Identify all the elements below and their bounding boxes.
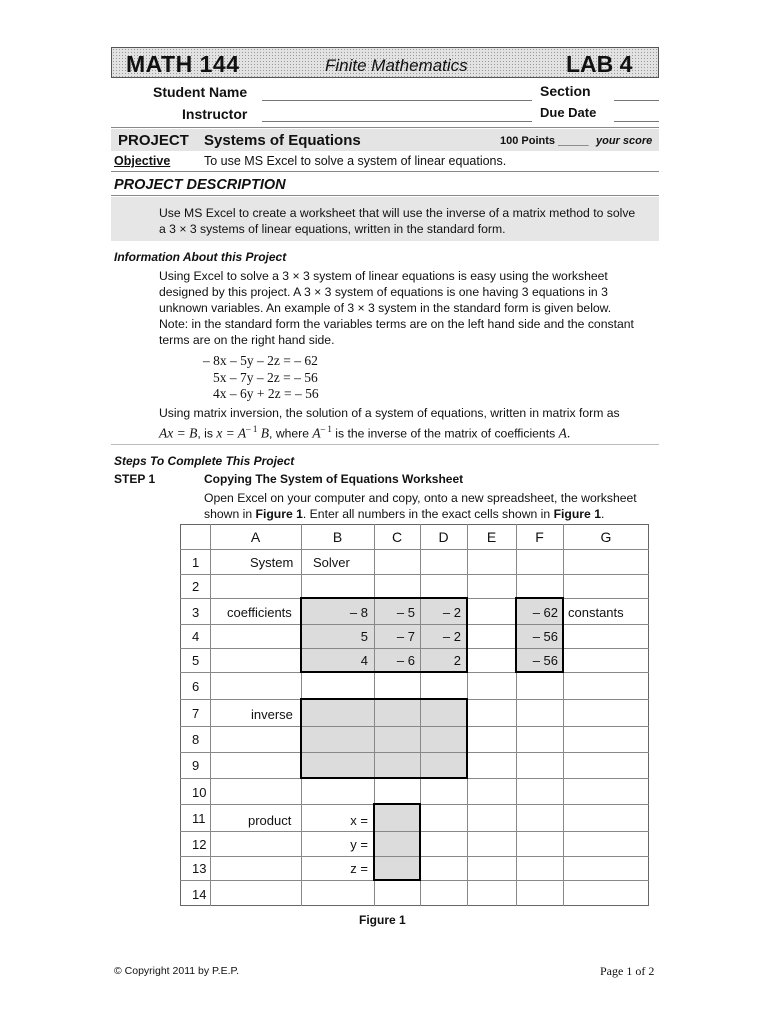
formula-part: , where xyxy=(269,426,310,441)
col-header-g: G xyxy=(600,529,612,545)
points-label: 100 Points _____ xyxy=(500,135,589,147)
row-number: 11 xyxy=(192,811,206,826)
copyright: © Copyright 2011 by P.E.P. xyxy=(114,965,240,977)
row-number: 8 xyxy=(192,732,200,747)
cell-b1: Solver xyxy=(313,555,350,570)
row-number: 13 xyxy=(192,861,207,876)
formula-part: B xyxy=(260,425,270,441)
matrix-formula xyxy=(159,424,570,442)
formula-part: is the inverse of the matrix of coefficients xyxy=(335,426,556,441)
divider xyxy=(111,171,659,172)
info-line: designed by this project. A 3 × 3 system of equations is one having 3 equations in 3 xyxy=(159,285,608,299)
objective-label: Objective xyxy=(114,154,171,168)
cell-a3: coefficients xyxy=(227,605,292,620)
info-line: unknown variables. An example of 3 × 3 system in the standard form is given below. xyxy=(159,301,612,315)
step-line: Open Excel on your computer and copy, onto a new spreadsheet, the worksheet xyxy=(204,491,637,505)
cell-a7: inverse xyxy=(251,707,293,722)
formula-part: . xyxy=(566,425,571,441)
col-header-e: E xyxy=(486,529,497,545)
formula-part: A xyxy=(312,425,321,441)
formula-part: , is xyxy=(197,426,213,441)
inversion-line: Using matrix inversion, the solution of a system of equations, written in matrix form as xyxy=(159,406,620,420)
product-box xyxy=(373,803,421,881)
row-border xyxy=(180,549,649,550)
description-heading: PROJECT DESCRIPTION xyxy=(114,177,286,193)
row-number: 3 xyxy=(192,605,200,620)
cell-c3: – 5 xyxy=(396,605,415,620)
row-number: 10 xyxy=(192,785,207,800)
col-header-a: A xyxy=(250,529,261,545)
cell-f4: – 56 xyxy=(532,629,558,644)
cell-b3: – 8 xyxy=(349,605,368,620)
step-text: . Enter all numbers in the exact cells shown in xyxy=(302,507,551,521)
cell-d3: – 2 xyxy=(442,605,461,620)
equation-2: 5x – 7y – 2z = – 56 xyxy=(213,370,318,385)
figure-ref: Figure 1 xyxy=(255,507,303,521)
row-number: 6 xyxy=(192,679,200,694)
cell-d5: 2 xyxy=(453,653,461,668)
info-heading: Information About this Project xyxy=(114,250,287,264)
step-label: STEP 1 xyxy=(114,472,156,486)
cell-f3: – 62 xyxy=(532,605,558,620)
equation-3: 4x – 6y + 2z = – 56 xyxy=(213,386,319,401)
formula-sup: – 1 xyxy=(320,424,332,434)
cell-b12: y = xyxy=(350,837,368,852)
instructor-field[interactable] xyxy=(262,121,532,122)
cell-d4: – 2 xyxy=(442,629,461,644)
row-number: 7 xyxy=(192,706,200,721)
description-line: a 3 × 3 systems of linear equations, written in the standard form. xyxy=(159,222,506,236)
divider xyxy=(111,195,659,196)
objective-text: To use MS Excel to solve a system of linear equations. xyxy=(204,154,507,168)
student-name-label: Student Name xyxy=(153,84,248,100)
step-title: Copying The System of Equations Worksheet xyxy=(204,472,464,486)
info-line: terms are on the right hand side. xyxy=(159,333,335,347)
cell-b4: 5 xyxy=(360,629,368,644)
score-label: your score xyxy=(596,135,653,147)
step-line xyxy=(204,506,604,522)
equation-1: – 8x – 5y – 2z = – 62 xyxy=(203,353,318,368)
row-number: 4 xyxy=(192,629,200,644)
section-field[interactable] xyxy=(614,100,659,101)
lab-label: LAB 4 xyxy=(566,51,633,77)
figure-ref: Figure 1 xyxy=(553,507,601,521)
row-number: 9 xyxy=(192,758,200,773)
project-label: PROJECT xyxy=(118,132,189,149)
course-title: Finite Mathematics xyxy=(325,56,468,75)
col-border xyxy=(563,524,564,906)
col-border xyxy=(516,524,517,906)
step-text: . xyxy=(600,507,605,521)
cell-b11: x = xyxy=(350,813,368,828)
row-border xyxy=(180,574,649,575)
row-number: 2 xyxy=(192,579,200,594)
divider xyxy=(111,127,659,128)
section-label: Section xyxy=(540,83,591,99)
col-border xyxy=(210,524,211,906)
page-number: Page 1 of 2 xyxy=(600,964,655,978)
divider xyxy=(111,444,659,445)
cell-b5: 4 xyxy=(360,653,368,668)
cell-b13: z = xyxy=(350,861,368,876)
project-name: Systems of Equations xyxy=(204,132,361,149)
formula-part: x = A xyxy=(216,425,247,441)
cell-f5: – 56 xyxy=(532,653,558,668)
col-header-b: B xyxy=(332,529,343,545)
description-line: Use MS Excel to create a worksheet that will use the inverse of a matrix method to solve xyxy=(159,206,636,220)
row-number: 5 xyxy=(192,653,200,668)
row-number: 14 xyxy=(192,887,207,902)
steps-heading: Steps To Complete This Project xyxy=(114,454,295,468)
col-header-d: D xyxy=(438,529,449,545)
inverse-box xyxy=(300,698,468,779)
formula-part: A xyxy=(558,425,567,441)
figure-caption: Figure 1 xyxy=(359,913,406,927)
cell-a11: product xyxy=(248,813,292,828)
student-name-field[interactable] xyxy=(262,100,532,101)
cell-g3: constants xyxy=(568,605,624,620)
step-text: shown in xyxy=(204,507,253,521)
formula-part: Ax = B xyxy=(159,425,198,441)
course-code: MATH 144 xyxy=(126,51,240,77)
due-date-label: Due Date xyxy=(540,105,597,120)
cell-c5: – 6 xyxy=(396,653,415,668)
col-header-f: F xyxy=(535,529,544,545)
col-header-c: C xyxy=(391,529,403,545)
due-date-field[interactable] xyxy=(614,121,659,122)
info-line: Using Excel to solve a 3 × 3 system of linear equations is easy using the worksheet xyxy=(159,269,608,283)
cell-c4: – 7 xyxy=(396,629,415,644)
row-number: 12 xyxy=(192,837,207,852)
instructor-label: Instructor xyxy=(182,106,248,122)
formula-sup: – 1 xyxy=(246,424,258,434)
row-number: 1 xyxy=(192,555,200,570)
info-line: Note: in the standard form the variables terms are on the left hand side and the constant xyxy=(159,317,634,331)
cell-a1: System xyxy=(250,555,294,570)
